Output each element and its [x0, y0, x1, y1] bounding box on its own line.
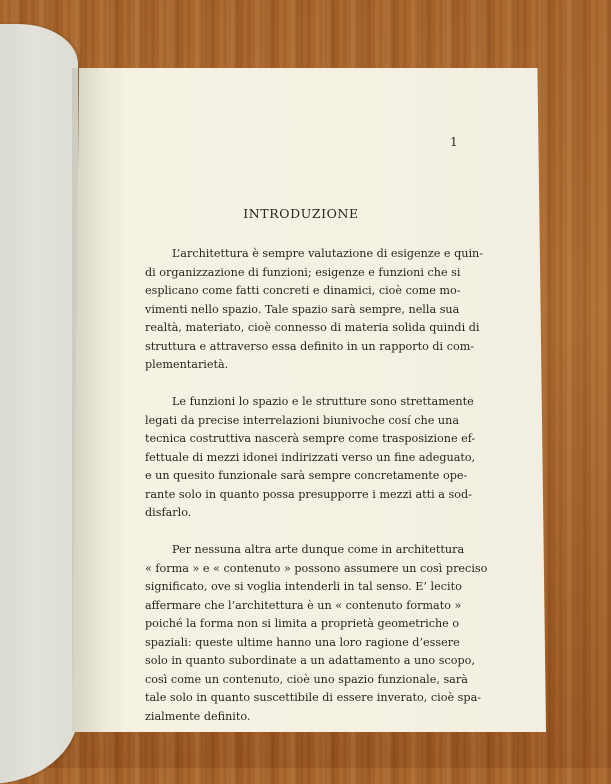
- text-line: « forma » e « contenuto » possono assumere un così preciso: [145, 561, 488, 575]
- text-line: significato, ove si voglia intenderli in tal senso. E’ lecito: [145, 580, 462, 593]
- text-line: solo in quanto subordinate a un adattamento a uno scopo,: [145, 654, 475, 667]
- page-number: 1: [450, 135, 458, 149]
- text-line: tecnica costruttiva nascerà sempre come trasposizione ef-: [145, 432, 476, 445]
- text-line: Le funzioni lo spazio e le strutture sono strettamente: [172, 395, 474, 408]
- text-line: di organizzazione di funzioni; esigenze e funzioni che si: [145, 265, 461, 279]
- paragraph-3: [145, 541, 488, 726]
- text-line: affermare che l’architettura è un « contenuto formato »: [145, 598, 462, 612]
- text-line: zialmente definito.: [145, 709, 251, 723]
- text-line: così come un contenuto, cioè uno spazio funzionale, sarà: [145, 672, 468, 686]
- text-line: esplicano come fatti concreti e dinamici, cioè come mo-: [145, 284, 461, 297]
- paragraph-2: [145, 393, 476, 523]
- text-line: disfarlo.: [145, 506, 192, 519]
- paragraph-1: [145, 245, 484, 375]
- text-line: vimenti nello spazio. Tale spazio sarà sempre, nella sua: [145, 302, 460, 316]
- text-line: legati da precise interrelazioni biunivoche cosí che una: [145, 413, 459, 427]
- text-line: L’architettura è sempre valutazione di esigenze e quin-: [172, 247, 484, 260]
- left-facing-page: [0, 24, 78, 784]
- text-line: struttura e attraverso essa definito in un rapporto di com-: [145, 339, 475, 353]
- text-line: Per nessuna altra arte dunque come in architettura: [172, 543, 465, 556]
- text-line: poiché la forma non si limita a proprietà geometriche o: [145, 617, 460, 630]
- text-line: realtà, materiato, cioè connesso di materia solida quindi di: [145, 321, 480, 334]
- text-line: tale solo in quanto suscettibile di essere inverato, cioè spa-: [145, 691, 482, 704]
- chapter-title: INTRODUZIONE: [243, 206, 359, 221]
- text-line: rante solo in quanto possa presupporre i mezzi atti a sod-: [145, 487, 472, 501]
- text-line: fettuale di mezzi idonei indirizzati verso un fine adeguato,: [145, 450, 476, 464]
- body-text: [145, 245, 488, 745]
- text-line: spaziali: queste ultime hanno una loro ragione d’essere: [145, 635, 460, 649]
- text-line: e un quesito funzionale sarà sempre concretamente ope-: [145, 469, 468, 482]
- text-line: plementarietà.: [145, 358, 229, 371]
